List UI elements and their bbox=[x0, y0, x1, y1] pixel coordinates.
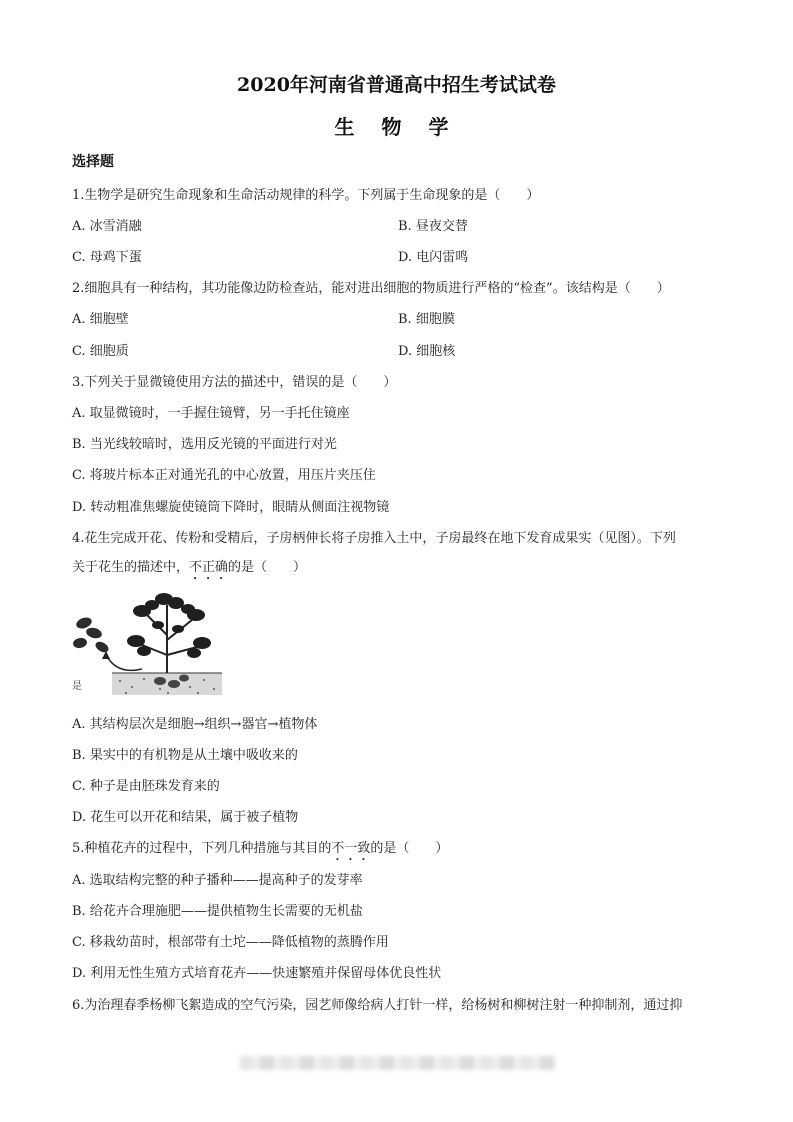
subject-title: 生 物 学 bbox=[334, 115, 459, 139]
q3-option-d: D. 转动粗准焦螺旋使镜筒下降时，眼睛从侧面注视物镜 bbox=[72, 500, 390, 515]
q1-option-d: D. 电闪雷鸣 bbox=[398, 250, 469, 265]
question-2-stem: 2.细胞具有一种结构，其功能像边防检查站，能对进出细胞的物质进行严格的“检查”。该结构是（ ） bbox=[72, 281, 670, 296]
q2-option-b: B. 细胞膜 bbox=[398, 312, 455, 327]
q4-option-d: D. 花生可以开花和结果，属于被子植物 bbox=[72, 810, 299, 825]
question-3-stem: 3.下列关于显微镜使用方法的描述中，错误的是（ ） bbox=[72, 375, 397, 390]
blurred-footer bbox=[240, 1056, 556, 1070]
question-1-stem: 1.生物学是研究生命现象和生命活动规律的科学。下列属于生命现象的是（ ） bbox=[72, 188, 540, 203]
q3-option-b: B. 当光线较暗时，选用反光镜的平面进行对光 bbox=[72, 437, 337, 452]
q3-option-a: A. 取显微镜时，一手握住镜臂，另一手托住镜座 bbox=[72, 406, 350, 421]
q5-option-a: A. 选取结构完整的种子播种——提高种子的发芽率 bbox=[72, 873, 363, 888]
q4-option-b: B. 果实中的有机物是从土壤中吸收来的 bbox=[72, 748, 298, 763]
q4-option-c: C. 种子是由胚珠发育来的 bbox=[72, 779, 220, 794]
peanut-plant-illustration bbox=[72, 585, 232, 697]
section-heading: 选择题 bbox=[72, 154, 114, 170]
question-4-stem-line2: 关于花生的描述中，不正确的是（ ） bbox=[72, 560, 307, 575]
question-4-stem-line1: 4.花生完成开花、传粉和受精后，子房柄伸长将子房推入土中，子房最终在地下发育成果实（见图）。下列 bbox=[72, 531, 676, 546]
q1-option-c: C. 母鸡下蛋 bbox=[72, 250, 142, 265]
question-5-stem: 5.种植花卉的过程中，下列几种措施与其目的不一致的是（ ） bbox=[72, 841, 449, 856]
q2-option-a: A. 细胞壁 bbox=[72, 312, 129, 327]
q5-option-c: C. 移栽幼苗时，根部带有土坨——降低植物的蒸腾作用 bbox=[72, 935, 389, 950]
emphasis-text: 不一致 bbox=[331, 841, 371, 856]
q4-option-a: A. 其结构层次是细胞→组织→器官→植物体 bbox=[72, 717, 318, 732]
q5-option-d: D. 利用无性生殖方式培育花卉——快速繁殖并保留母体优良性状 bbox=[72, 966, 442, 981]
question-6-stem: 6.为治理春季杨柳飞絮造成的空气污染，园艺师像给病人打针一样，给杨树和柳树注射一种抑制剂，通过抑 bbox=[72, 998, 683, 1013]
q1-option-b: B. 昼夜交替 bbox=[398, 219, 468, 234]
exam-title: 2020年河南省普通高中招生考试试卷 bbox=[237, 74, 556, 96]
q3-option-c: C. 将玻片标本正对通光孔的中心放置，用压片夹压住 bbox=[72, 468, 376, 483]
q1-option-a: A. 冰雪消融 bbox=[72, 219, 142, 234]
figure-label-fragment: 是 bbox=[72, 681, 82, 692]
q2-option-c: C. 细胞质 bbox=[72, 344, 129, 359]
emphasis-text: 不正确 bbox=[189, 560, 229, 575]
q2-option-d: D. 细胞核 bbox=[398, 344, 456, 359]
q5-option-b: B. 给花卉合理施肥——提供植物生长需要的无机盐 bbox=[72, 904, 363, 919]
